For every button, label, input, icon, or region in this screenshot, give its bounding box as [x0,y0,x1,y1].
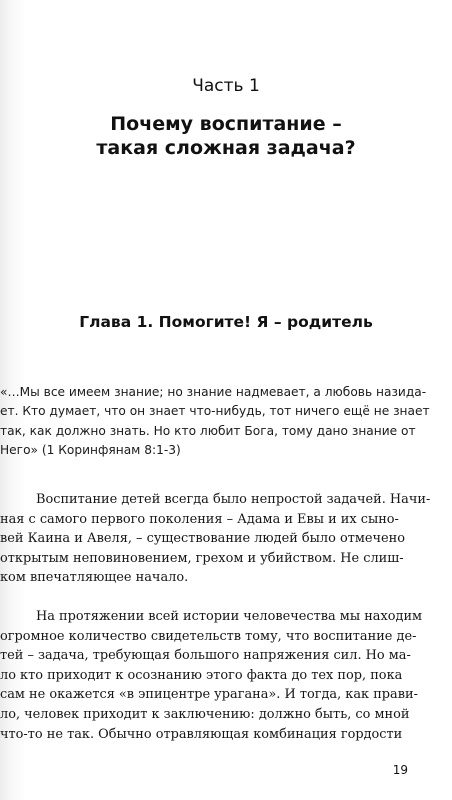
page-number: 19 [392,763,408,777]
part-label: Часть 1 [192,76,260,96]
part-title-line: Почему воспитание – [110,113,342,135]
part-title [0,112,452,160]
paragraph-line: огромное количество свидетельств тому, что воспитание де- [0,628,417,644]
paragraph-line: тей – задача, требующая большого напряжения сил. Но ма- [0,648,411,664]
epigraph-line: «…Мы все имеем знание; но знание надмевает, а любовь назида- [0,385,427,399]
paragraph-line: На протяжении всей истории человечества мы находим [36,608,423,624]
paragraph-line: открытым неповиновением, грехом и убийством. Не слиш- [0,550,404,566]
epigraph-line: ет. Кто думает, что он знает что-нибудь, тот ничего ещё не знает [0,404,430,419]
epigraph-line: Него» (1 Коринфянам 8:1-3) [0,443,181,458]
epigraph-line: так, как должно знать. Но кто любит Бога, тому дано знание от [0,423,416,438]
body-text [0,490,430,744]
paragraph-line: сам не окажется «в эпицентре урагана». И тогда, как прави- [0,687,418,703]
paragraph [0,490,430,588]
paragraph-line: ло кто приходит к осознанию этого факта до тех пор, пока [0,667,403,683]
paragraph-line: ная с самого первого поколения – Адама и Евы и их сыно- [0,511,399,527]
paragraph-line: ком впечатляющее начало. [0,570,189,586]
paragraph-line: Воспитание детей всегда было непростой задачей. Начи- [36,492,431,507]
part-title-line: такая сложная задача? [96,137,356,159]
epigraph [0,383,430,461]
chapter-title: Глава 1. Помогите! Я – родитель [79,313,373,331]
paragraph-line: что-то не так. Обычно отравляющая комбинация гордости [0,726,403,742]
paragraph-line: вей Каина и Авеля, – существование людей было отмечено [0,531,406,547]
paragraph [0,607,430,744]
paragraph-line: ло, человек приходит к заключению: должно быть, со мной [0,706,410,722]
